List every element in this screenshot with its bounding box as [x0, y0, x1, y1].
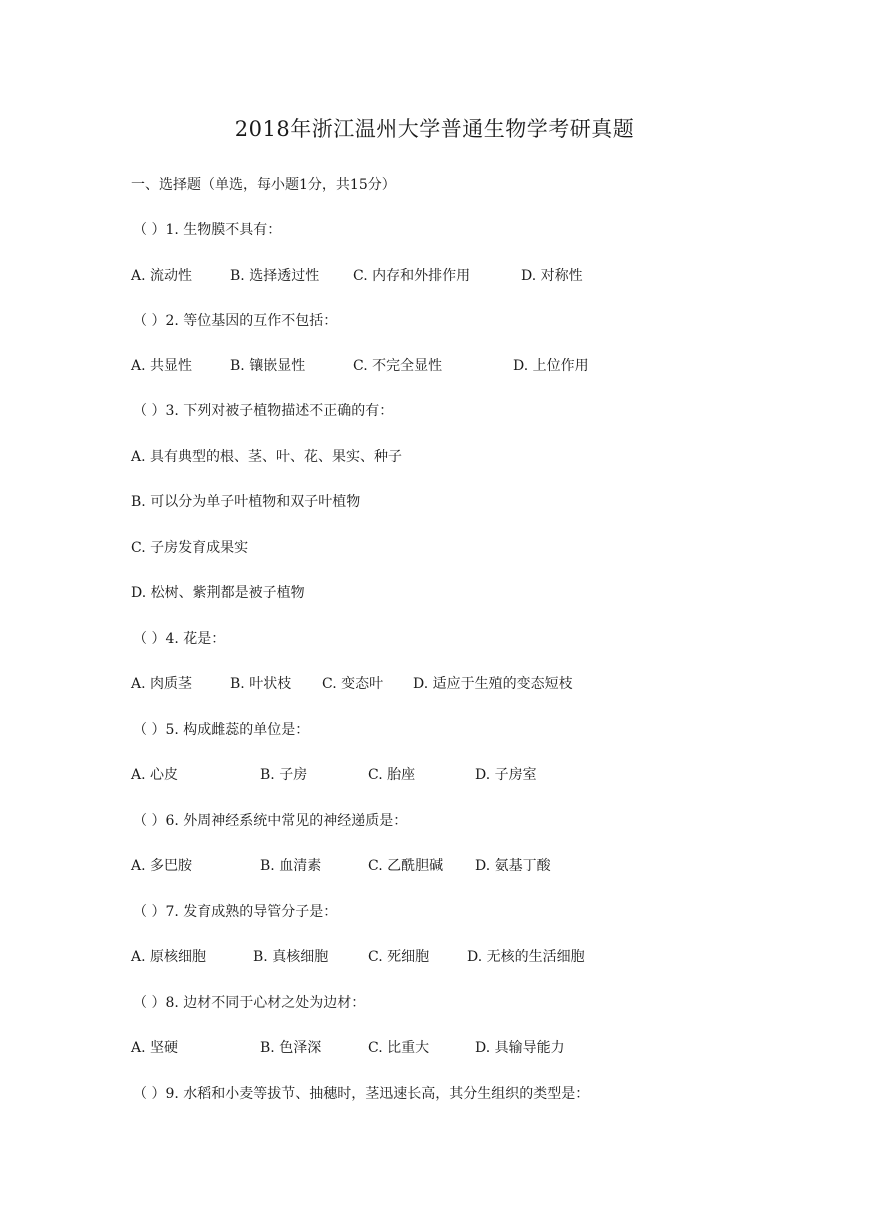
option: B. 血清素 — [260, 858, 322, 874]
option: D. 松树、紫荆都是被子植物 — [131, 585, 305, 601]
option: C. 死细胞 — [368, 949, 430, 965]
option: A. 原核细胞 — [131, 949, 207, 965]
question-stem: （ ）9. 水稻和小麦等拔节、抽穗时，茎迅速长高，其分生组织的类型是： — [133, 1086, 590, 1102]
option: C. 比重大 — [368, 1040, 430, 1056]
option: B. 子房 — [260, 767, 308, 783]
option: B. 真核细胞 — [253, 949, 329, 965]
option: D. 无核的生活细胞 — [467, 949, 585, 965]
option: D. 氨基丁酸 — [475, 858, 551, 874]
option: C. 胎座 — [368, 767, 416, 783]
question-stem: （ ）3. 下列对被子植物描述不正确的有： — [133, 403, 394, 419]
question-stem: （ ）7. 发育成熟的导管分子是： — [133, 904, 338, 920]
option: C. 变态叶 — [322, 676, 384, 692]
option: A. 肉质茎 — [131, 676, 193, 692]
question-stem: （ ）2. 等位基因的互作不包括： — [133, 313, 338, 329]
question-stem: （ ）8. 边材不同于心材之处为边材： — [133, 995, 366, 1011]
option: A. 多巴胺 — [131, 858, 193, 874]
section-heading: 一、选择题（单选，每小题1分，共15分） — [131, 177, 396, 193]
option: C. 子房发育成果实 — [131, 540, 249, 556]
option: A. 坚硬 — [131, 1040, 179, 1056]
option: A. 具有典型的根、茎、叶、花、果实、种子 — [131, 449, 403, 465]
option: B. 镶嵌显性 — [230, 358, 306, 374]
option: C. 不完全显性 — [353, 358, 443, 374]
question-stem: （ ）4. 花是： — [133, 631, 226, 647]
option: C. 内存和外排作用 — [353, 268, 471, 284]
option: B. 叶状枝 — [230, 676, 292, 692]
option: D. 子房室 — [475, 767, 537, 783]
option: B. 色泽深 — [260, 1040, 322, 1056]
question-stem: （ ）1. 生物膜不具有： — [133, 222, 282, 238]
option: D. 对称性 — [521, 268, 583, 284]
option: A. 流动性 — [131, 268, 193, 284]
option: C. 乙酰胆碱 — [368, 858, 444, 874]
question-stem: （ ）5. 构成雌蕊的单位是： — [133, 722, 310, 738]
option: D. 适应于生殖的变态短枝 — [413, 676, 573, 692]
option: B. 可以分为单子叶植物和双子叶植物 — [131, 494, 361, 510]
option: A. 心皮 — [131, 767, 179, 783]
page-title: 2018年浙江温州大学普通生物学考研真题 — [234, 117, 635, 141]
option: B. 选择透过性 — [230, 268, 320, 284]
option: D. 具输导能力 — [475, 1040, 565, 1056]
option: A. 共显性 — [131, 358, 193, 374]
option: D. 上位作用 — [513, 358, 589, 374]
question-stem: （ ）6. 外周神经系统中常见的神经递质是： — [133, 813, 408, 829]
